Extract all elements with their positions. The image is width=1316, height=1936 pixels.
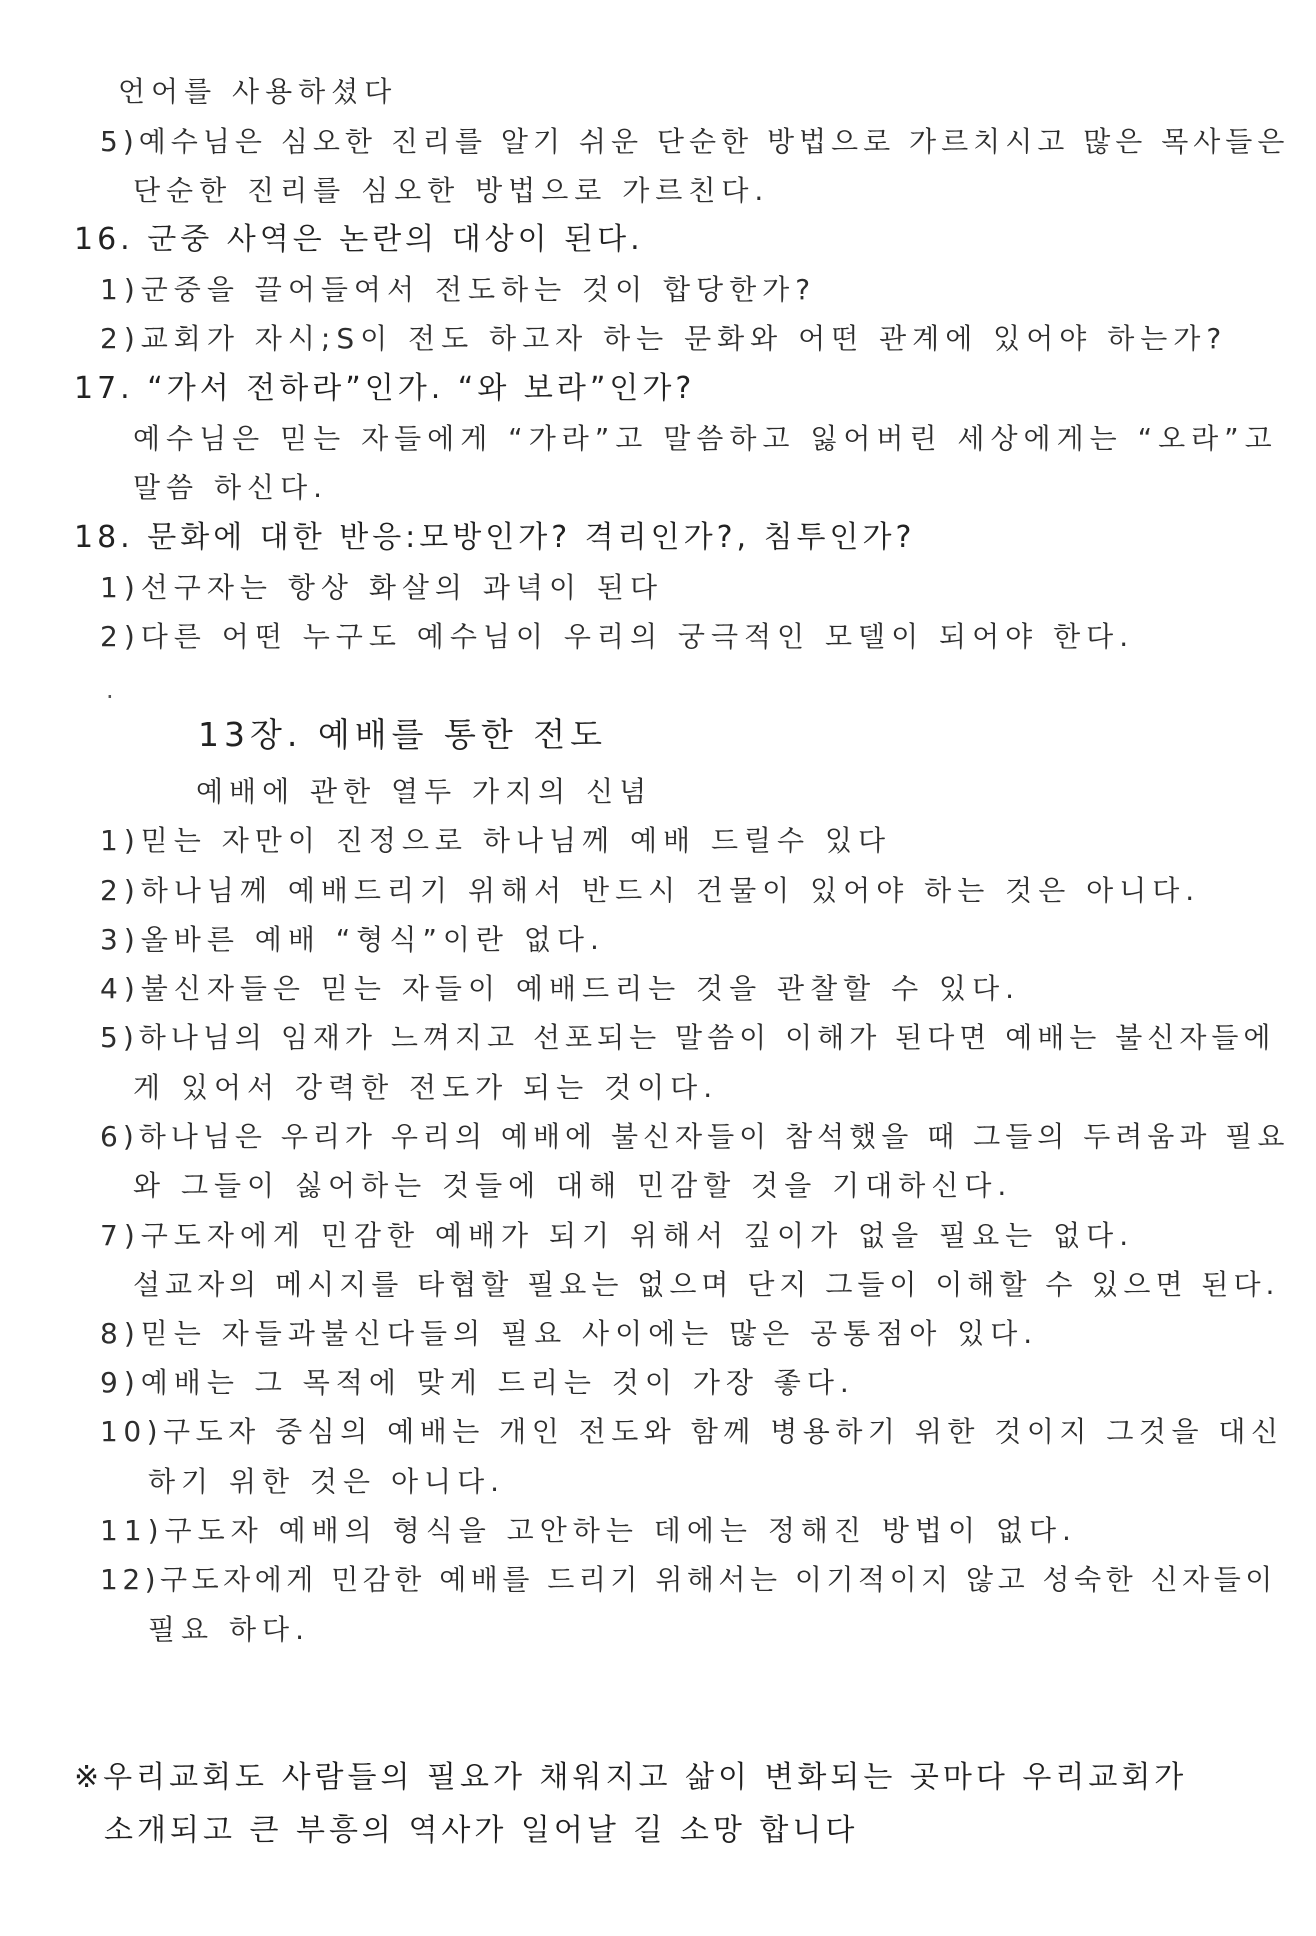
list-item: 2)다른 어떤 누구도 예수님이 우리의 궁극적인 모델이 되어야 한다. <box>100 620 1135 653</box>
subheading: 예배에 관한 열두 가지의 신념 <box>196 775 653 808</box>
section-heading: 18. 문화에 대한 반응:모방인가? 격리인가?, 침투인가? <box>74 520 916 555</box>
list-item: 5)예수님은 심오한 진리를 알기 쉬운 단순한 방법으로 가르치시고 많은 목사들은 <box>100 125 1290 158</box>
list-item: 9)예배는 그 목적에 맞게 드리는 것이 가장 좋다. <box>100 1366 855 1399</box>
text-line: 필요 하다. <box>148 1613 310 1646</box>
text-line: 말씀 하신다. <box>133 471 329 504</box>
list-item: 3)올바른 예배 “형식”이란 없다. <box>100 923 605 956</box>
text-line: 와 그들이 싫어하는 것들에 대해 민감할 것을 기대하신다. <box>133 1169 1013 1202</box>
list-item: 5)하나님의 임재가 느껴지고 선포되는 말씀이 이해가 된다면 예배는 불신자들에 <box>100 1021 1276 1054</box>
text-line: 하기 위한 것은 아니다. <box>148 1465 506 1498</box>
list-item: 12)구도자에게 민감한 예배를 드리기 위해서는 이기적이지 않고 성숙한 신자들이 <box>100 1563 1277 1596</box>
list-item: 2)하나님께 예배드리기 위해서 반드시 건물이 있어야 하는 것은 아니다. <box>100 874 1201 907</box>
closing-note: ※우리교회도 사람들의 필요가 채워지고 삶이 변화되는 곳마다 우리교회가 <box>74 1760 1188 1795</box>
text-line: 예수님은 믿는 자들에게 “가라”고 말씀하고 잃어버린 세상에게는 “오라”고 <box>133 422 1278 455</box>
section-heading: 17. “가서 전하라”인가. “와 보라”인가? <box>74 371 696 406</box>
text-line: 설교자의 메시지를 타협할 필요는 없으며 단지 그들이 이해할 수 있으면 된다. <box>133 1268 1280 1301</box>
text-line: 언어를 사용하셨다 <box>118 75 398 108</box>
text-line: 게 있어서 강력한 전도가 되는 것이다. <box>133 1071 719 1104</box>
stray-dot: . <box>106 676 114 704</box>
list-item: 10)구도자 중심의 예배는 개인 전도와 함께 병용하기 위한 것이지 그것을 대신 <box>100 1415 1284 1448</box>
section-heading: 16. 군중 사역은 논란의 대상이 된다. <box>74 222 644 257</box>
closing-note: 소개되고 큰 부흥의 역사가 일어날 길 소망 합니다 <box>104 1813 859 1848</box>
list-item: 1)선구자는 항상 화살의 과녁이 된다 <box>100 571 664 604</box>
chapter-title: 13장. 예배를 통한 전도 <box>198 715 607 754</box>
list-item: 1)믿는 자만이 진정으로 하나님께 예배 드릴수 있다 <box>100 824 892 857</box>
list-item: 1)군중을 끌어들여서 전도하는 것이 합당한가? <box>100 273 817 306</box>
list-item: 6)하나님은 우리가 우리의 예배에 불신자들이 참석했을 때 그들의 두려움과 필요 <box>100 1120 1290 1153</box>
list-item: 8)믿는 자들과불신다들의 필요 사이에는 많은 공통점아 있다. <box>100 1317 1039 1350</box>
list-item: 2)교회가 자시;S이 전도 하고자 하는 문화와 어떤 관계에 있어야 하는가? <box>100 322 1228 355</box>
list-item: 7)구도자에게 민감한 예배가 되기 위해서 깊이가 없을 필요는 없다. <box>100 1219 1135 1252</box>
list-item: 4)불신자들은 믿는 자들이 예배드리는 것을 관찰할 수 있다. <box>100 972 1021 1005</box>
list-item: 11)구도자 예배의 형식을 고안하는 데에는 정해진 방법이 없다. <box>100 1514 1077 1547</box>
text-line: 단순한 진리를 심오한 방법으로 가르친다. <box>133 174 770 207</box>
